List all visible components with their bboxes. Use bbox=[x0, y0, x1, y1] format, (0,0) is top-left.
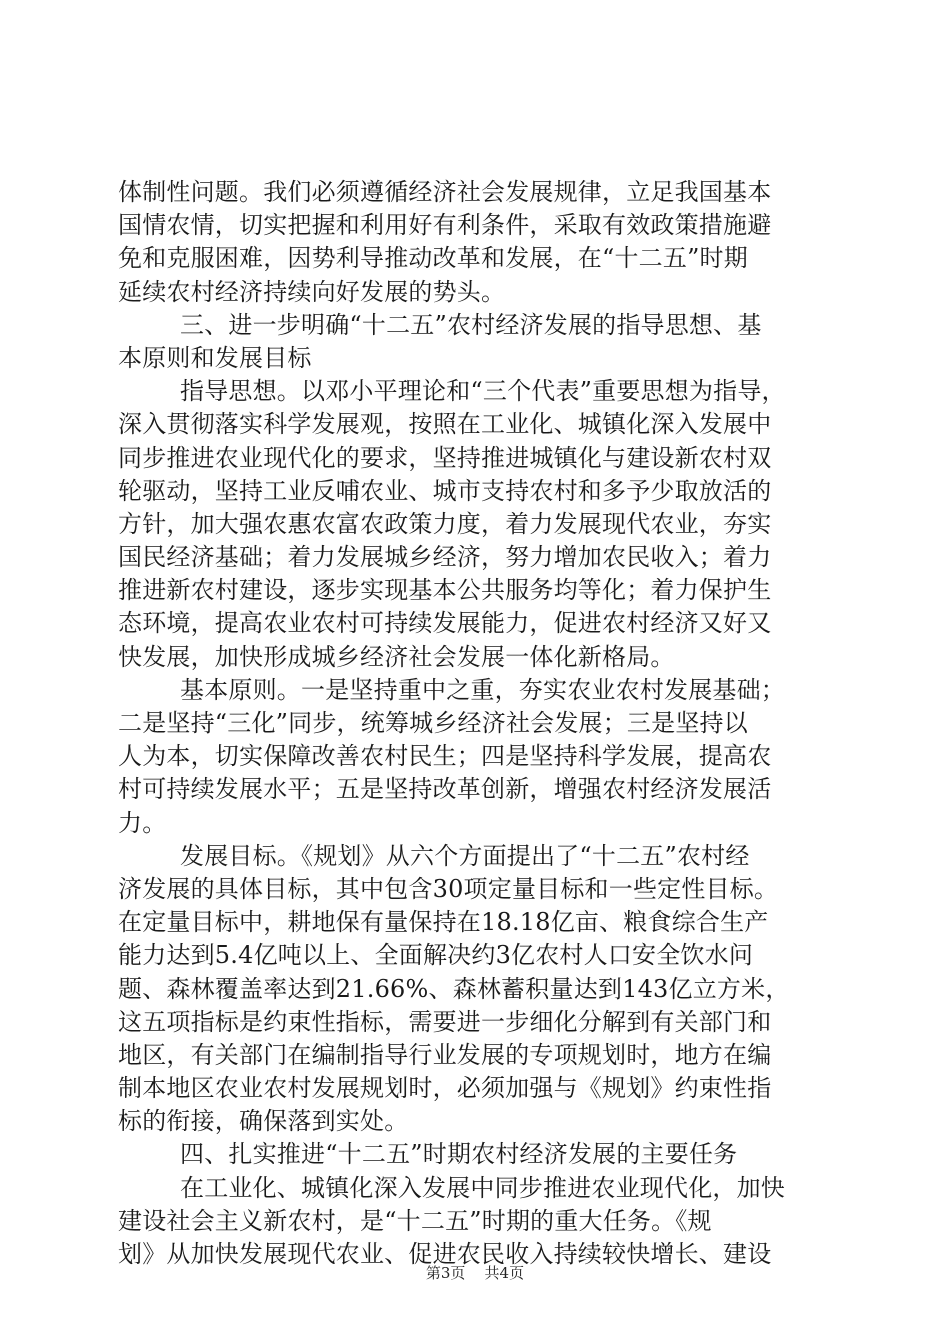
text-line: 人为本，切实保障改善农村民生；四是坚持科学发展，提高农 bbox=[118, 742, 772, 771]
page-total: 共4页 bbox=[484, 1264, 525, 1282]
text-line: 深入贯彻落实科学发展观，按照在工业化、城镇化深入发展中 bbox=[118, 410, 772, 439]
text-line: 能力达到5.4亿吨以上、全面解决约3亿农村人口安全饮水问 bbox=[118, 941, 754, 970]
text-line: 村可持续发展水平；五是坚持改革创新，增强农村经济发展活 bbox=[118, 775, 772, 804]
text-line: 本原则和发展目标 bbox=[118, 343, 312, 372]
page-number: 第3页 bbox=[425, 1264, 466, 1282]
page-footer bbox=[0, 1263, 950, 1283]
text-line: 建设社会主义新农村，是“十二五”时期的重大任务。《规 bbox=[118, 1206, 712, 1235]
text-line: 三、进一步明确“十二五”农村经济发展的指导思想、基 bbox=[180, 310, 762, 339]
text-line: 力。 bbox=[118, 808, 167, 837]
text-line: 轮驱动，坚持工业反哺农业、城市支持农村和多予少取放活的 bbox=[118, 476, 772, 505]
text-line: 制本地区农业农村发展规划时，必须加强与《规划》约束性指 bbox=[118, 1074, 772, 1103]
text-line: 地区，有关部门在编制指导行业发展的专项规划时，地方在编 bbox=[118, 1040, 772, 1069]
text-line: 标的衔接，确保落到实处。 bbox=[118, 1107, 409, 1136]
text-line: 延续农村经济持续向好发展的势头。 bbox=[118, 277, 506, 306]
text-line: 在工业化、城镇化深入发展中同步推进农业现代化，加快 bbox=[180, 1173, 785, 1202]
text-line: 题、森林覆盖率达到21.66%、森林蓄积量达到143亿立方米， bbox=[118, 974, 790, 1003]
text-line: 划》从加快发展现代农业、促进农民收入持续较快增长、建设 bbox=[118, 1240, 772, 1268]
text-line: 在定量目标中，耕地保有量保持在18.18亿亩、粮食综合生产 bbox=[118, 908, 769, 937]
text-line: 二是坚持“三化”同步，统筹城乡经济社会发展；三是坚持以 bbox=[118, 709, 748, 737]
text-line: 同步推进农业现代化的要求，坚持推进城镇化与建设新农村双 bbox=[118, 443, 772, 472]
text-line: 四、扎实推进“十二五”时期农村经济发展的主要任务 bbox=[180, 1140, 738, 1169]
text-line: 体制性问题。我们必须遵循经济社会发展规律，立足我国基本 bbox=[118, 178, 772, 206]
footer-separator bbox=[470, 1264, 480, 1282]
text-line: 济发展的具体目标，其中包含30项定量目标和一些定性目标。 bbox=[118, 874, 779, 903]
text-line: 方针，加大强农惠农富农政策力度，着力发展现代农业，夯实 bbox=[118, 509, 772, 538]
document-body bbox=[118, 176, 838, 1271]
text-line: 发展目标。《规划》从六个方面提出了“十二五”农村经 bbox=[180, 841, 750, 870]
text-line: 这五项指标是约束性指标，需要进一步细化分解到有关部门和 bbox=[118, 1007, 772, 1036]
text-line: 快发展，加快形成城乡经济社会发展一体化新格局。 bbox=[118, 642, 675, 671]
text-line: 国情农情，切实把握和利用好有利条件，采取有效政策措施避 bbox=[118, 211, 772, 240]
text-line: 态环境，提高农业农村可持续发展能力，促进农村经济又好又 bbox=[118, 609, 772, 638]
text-line: 基本原则。一是坚持重中之重，夯实农业农村发展基础； bbox=[180, 675, 785, 704]
text-line: 国民经济基础；着力发展城乡经济，努力增加农民收入；着力 bbox=[118, 543, 772, 572]
text-line: 指导思想。以邓小平理论和“三个代表”重要思想为指导， bbox=[180, 377, 786, 406]
text-line: 推进新农村建设，逐步实现基本公共服务均等化；着力保护生 bbox=[118, 576, 772, 605]
text-line: 免和克服困难，因势利导推动改革和发展，在“十二五”时期 bbox=[118, 244, 748, 273]
